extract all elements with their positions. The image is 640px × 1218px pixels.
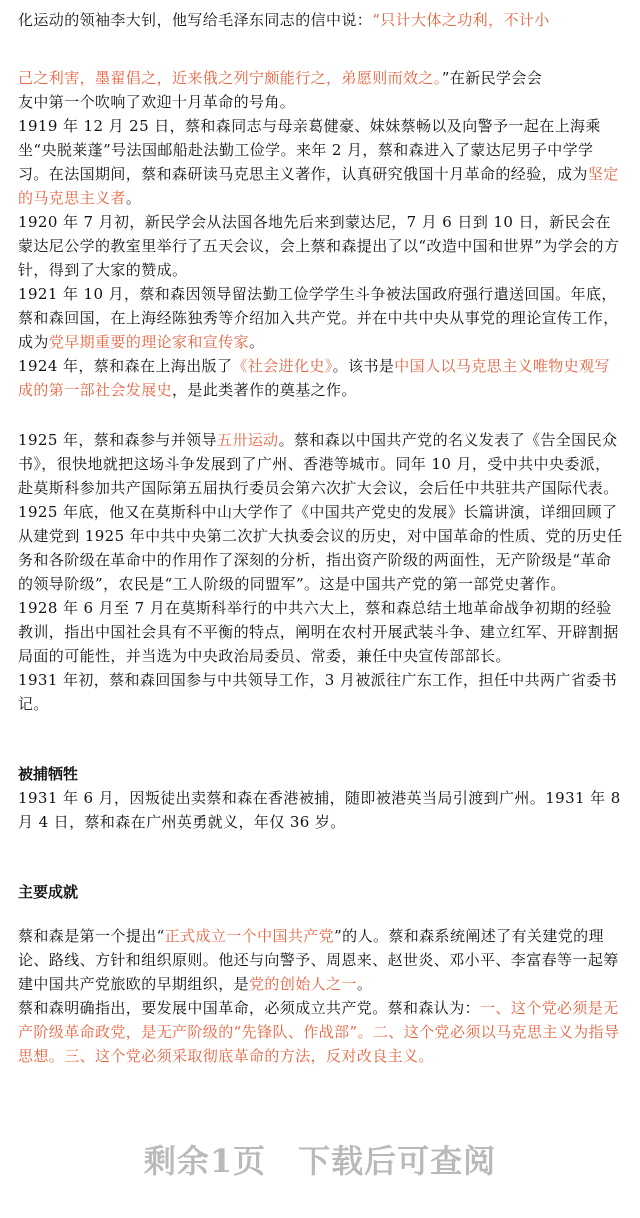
intro-line-2 — [18, 66, 542, 90]
highlight-first-history: 中国人以马克思主义唯物史观写成的第一部社会发展史 — [18, 357, 610, 399]
highlight-marxist: 坚定的马克思主义者 — [18, 165, 619, 207]
paragraph-1921: 1921 年 10 月，蔡和森因领导留法勤工俭学学生斗争被法国政府强行遣送回国。年底，蔡和森回国，在上海经陈独秀等介绍加入共产党。并在中共中央从事党的理论宣传工作，成为党早期重要的理论家和宣传家。 — [18, 285, 619, 351]
paragraph-1919: 1919 年 12 月 25 日，蔡和森同志与母亲葛健豪、妹妹蔡畅以及向警予一起在上海乘坐“央脱莱蓬”号法国邮船赴法勤工俭学。来年 2 月，蔡和森进入了蒙达尼男子中学学习。在法国期间，蔡和森研读马克思主义著作，认真研究俄国十月革命的经验，成为坚定的马克思主义者。 — [18, 117, 619, 207]
highlight-founding: 正式成立一个中国共产党 — [164, 927, 335, 945]
paragraph-1925: 1925 年，蔡和森参与并领导五卅运动。蔡和森以中国共产党的名义发表了《告全国民众书》，很快地就把这场斗争发展到了广州、香港等城市。同年 10 月，受中共中央委派，赴莫斯科参加共产国际第五届执行委员会第六次扩大会议，会后任中共驻共产国际代表。1925 年底，他又在莫斯科中山大学作了《中国共产党史的发展》长篇讲演，详细回顾了从建党到 1925 年中共中央第二次扩大执委会议的历史，对中国革命的性质、党的历史任务和各阶级在革命中的作用作了深刻的分析，指出资产阶级的两面性，无产阶级是“革命的领导阶级”，农民是“工人阶级的同盟军”。这是中国共产党的第一部党史著作。 — [18, 431, 623, 593]
intro-line-1 — [18, 8, 550, 32]
intro-line-3: 友中第一个吹响了欢迎十月革命的号角。 — [18, 93, 296, 111]
intro-text: ”在新民学会会 — [441, 69, 543, 87]
remaining-pages-label: 剩余1页 — [143, 1142, 267, 1180]
quote-highlight: “只计大体之功利，不计小 — [372, 11, 550, 29]
paragraph-achievements-2: 蔡和森明确指出，要发展中国革命，必须成立共产党。蔡和森认为：一、这个党必须是无产阶级革命政党，是无产阶级的“先锋队、作战部”。二、这个党必须以马克思主义为指导思想。三、这个党必须采取彻底革命的方法，反对改良主义。 — [18, 999, 620, 1065]
highlight-party-principles: 一、这个党必须是无产阶级革命政党，是无产阶级的“先锋队、作战部”。二、这个党必须以马克思主义为指导思想。三、这个党必须采取彻底革命的方法，反对改良主义。 — [18, 999, 620, 1065]
highlight-may30: 五卅运动 — [216, 431, 279, 449]
paragraph-1931: 1931 年初，蔡和森回国参与中共领导工作，3 月被派往广东工作，担任中共两广省委书记。 — [18, 671, 618, 713]
paragraph-achievements-1: 蔡和森是第一个提出“正式成立一个中国共产党”的人。蔡和森系统阐述了有关建党的理论、路线、方针和组织原则。他还与向警予、周恩来、赵世炎、邓小平、李富春等一起筹建中国共产党旅欧的早期组织，是党的创始人之一。 — [18, 927, 619, 993]
highlight-founder: 党的创始人之一 — [249, 975, 357, 993]
download-prompt[interactable] — [0, 1136, 640, 1182]
paragraph-1928: 1928 年 6 月至 7 月在莫斯科举行的中共六大上，蔡和森总结土地革命战争初期的经验教训，指出中国社会具有不平衡的特点，阐明在农村开展武装斗争、建立红军、开辟割据局面的可能性，并当选为中央政治局委员、常委，兼任中央宣传部部长。 — [18, 599, 619, 665]
quote-highlight: 己之利害，墨翟倡之，近来俄之列宁颇能行之，弟愿则而效之。 — [18, 69, 442, 87]
highlight-book-title: 《社会进化史》 — [232, 357, 333, 375]
section-heading-sacrifice: 被捕牺牲 — [18, 765, 79, 783]
download-to-view-label: 下载后可查阅 — [298, 1142, 497, 1180]
highlight-theorist: 党早期重要的理论家和宣传家 — [48, 333, 250, 351]
paragraph-sacrifice: 1931 年 6 月，因叛徒出卖蔡和森在香港被捕，随即被港英当局引渡到广州。1931 年 8 月 4 日，蔡和森在广州英勇就义，年仅 36 岁。 — [18, 789, 621, 831]
paragraph-1924: 1924 年，蔡和森在上海出版了《社会进化史》。该书是中国人以马克思主义唯物史观写成的第一部社会发展史，是此类著作的奠基之作。 — [18, 357, 610, 399]
paragraph-1920: 1920 年 7 月初，新民学会从法国各地先后来到蒙达尼，7 月 6 日到 10 日，新民会在蒙达尼公学的教室里举行了五天会议，会上蔡和森提出了以“改造中国和世界”为学会的方针，得到了大家的赞成。 — [18, 213, 620, 279]
section-heading-achievements: 主要成就 — [18, 883, 79, 901]
main-content — [18, 90, 624, 1068]
intro-text: 化运动的领袖李大钊，他写给毛泽东同志的信中说： — [18, 11, 373, 29]
